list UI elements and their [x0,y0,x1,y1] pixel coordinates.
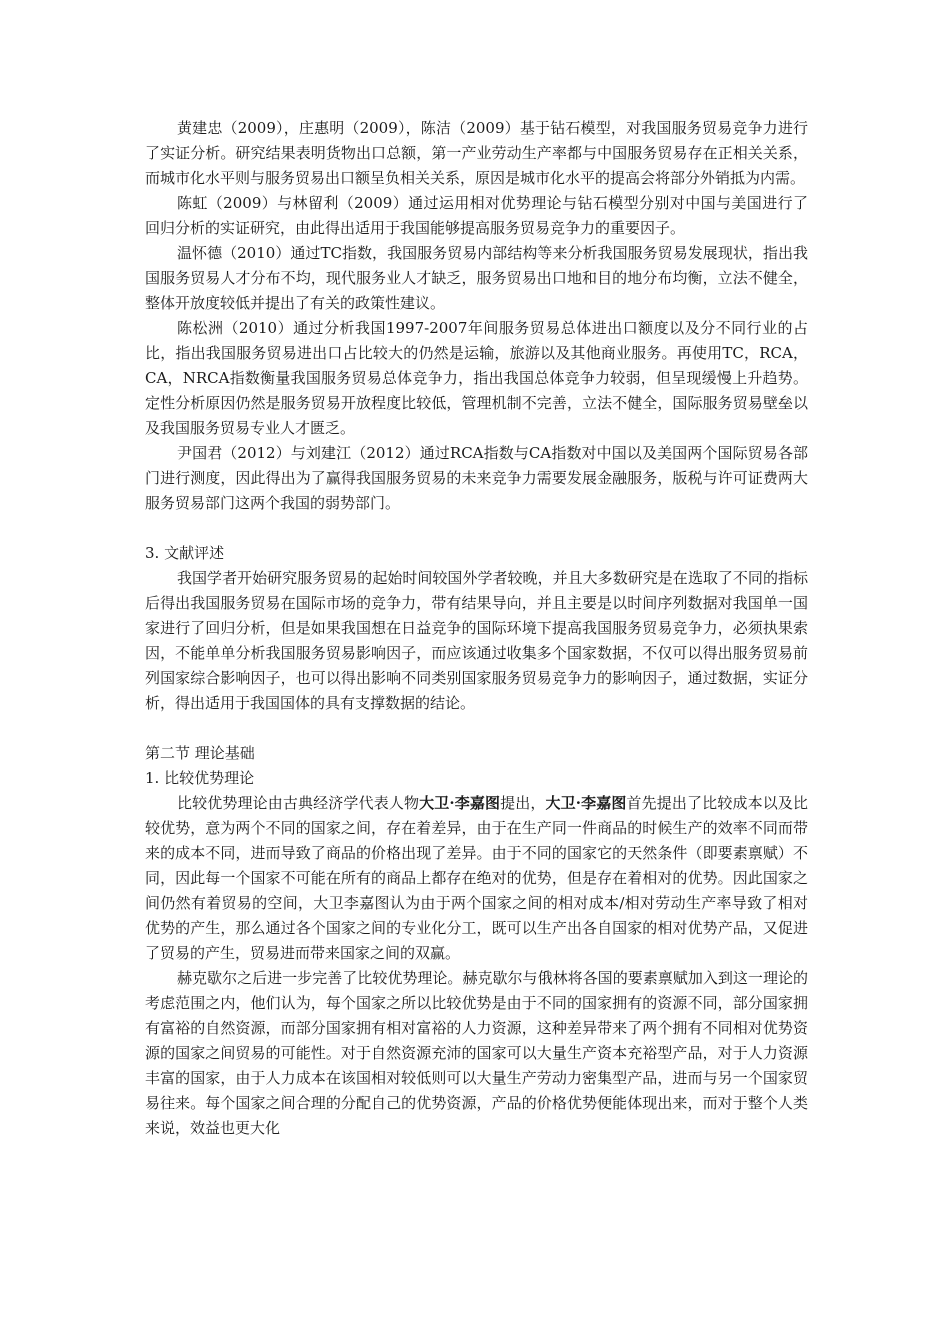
spacer [145,516,808,541]
paragraph-text: 比较优势理论由古典经济学代表人物 [177,794,420,812]
theory-paragraph-ricardo [145,791,808,966]
section-heading-review: 3. 文献评述 [145,544,225,562]
spacer [145,716,808,741]
paragraph-text: 提出， [500,794,546,812]
lit-paragraph-chen-songzhou: 陈松洲（2010）通过分析我国1997-2007年间服务贸易总体进出口额度以及分不同行业的占比，指出我国服务贸易进出口占比较大的仍然是运输，旅游以及其他商业服务。再使用TC，RCA，CA，NRCA指数衡量我国服务贸易总体竞争力，指出我国总体竞争力较弱，但呈现缓慢上升趋势。定性分析原因仍然是服务贸易开放程度比较低，管理机制不完善，立法不健全，国际服务贸易壁垒以及我国服务贸易专业人才匮乏。 [145,319,808,437]
review-paragraph: 我国学者开始研究服务贸易的起始时间较国外学者较晚，并且大多数研究是在选取了不同的指标后得出我国服务贸易在国际市场的竞争力，带有结果导向，并且主要是以时间序列数据对我国单一国家进行了回归分析，但是如果我国想在日益竞争的国际环境下提高我国服务贸易竞争力，必须执果索因，不能单单分析我国服务贸易影响因子，而应该通过收集多个国家数据，不仅可以得出服务贸易前列国家综合影响因子，也可以得出影响不同类别国家服务贸易竞争力的影响因子，通过数据，实证分析，得出适用于我国国体的具有支撑数据的结论。 [145,569,808,712]
chapter-section-heading: 第二节 理论基础 [145,744,255,762]
lit-paragraph-huang: 黄建忠（2009），庄惠明（2009），陈洁（2009）基于钻石模型，对我国服务贸易竞争力进行了实证分析。研究结果表明货物出口总额，第一产业劳动生产率都与中国服务贸易存在正相关关系，而城市化水平则与服务贸易出口额呈负相关关系，原因是城市化水平的提高会将部分外销抵为内需。 [145,119,808,187]
person-name: 大卫·李嘉图 [419,794,501,812]
paragraph-text: 首先提出了比较成本以及比较优势，意为两个不同的国家之间，存在着差异，由于在生产同一件商品的时候生产的效率不同而带来的成本不同，进而导致了商品的价格出现了差异。由于不同的国家它的天然条件（即要素禀赋）不同，因此每一个国家不可能在所有的商品上都存在绝对的优势，但是存在着相对的优势。因此国家之间仍然有着贸易的空间，大卫李嘉图认为由于两个国家之间的相对成本/相对劳动生产率导致了相对优势的产生，那么通过各个国家之间的专业化分工，既可以生产出各自国家的相对优势产品，又促进了贸易的产生，贸易进而带来国家之间的双赢。 [145,794,808,962]
theory-paragraph-heckscher: 赫克歇尔之后进一步完善了比较优势理论。赫克歇尔与俄林将各国的要素禀赋加入到这一理论的考虑范围之内，他们认为，每个国家之所以比较优势是由于不同的国家拥有的资源不同，部分国家拥有富裕的自然资源，而部分国家拥有相对富裕的人力资源，这种差异带来了两个拥有不同相对优势资源的国家之间贸易的可能性。对于自然资源充沛的国家可以大量生产资本充裕型产品，对于人力资源丰富的国家，由于人力成本在该国相对较低则可以大量生产劳动力密集型产品，进而与另一个国家贸易往来。每个国家之间合理的分配自己的优势资源，产品的价格优势便能体现出来，而对于整个人类来说，效益也更大化 [145,969,808,1137]
document-body [145,116,808,1141]
lit-paragraph-wen: 温怀德（2010）通过TC指数，我国服务贸易内部结构等来分析我国服务贸易发展现状，指出我国服务贸易人才分布不均，现代服务业人才缺乏，服务贸易出口地和目的地分布均衡，立法不健全，整体开放度较低并提出了有关的政策性建议。 [145,244,808,312]
person-name: 大卫·李嘉图 [545,794,627,812]
lit-paragraph-chen-hong: 陈虹（2009）与林留利（2009）通过运用相对优势理论与钻石模型分别对中国与美国进行了回归分析的实证研究，由此得出适用于我国能够提高服务贸易竞争力的重要因子。 [145,194,808,237]
lit-paragraph-yin: 尹国君（2012）与刘建江（2012）通过RCA指数与CA指数对中国以及美国两个国际贸易各部门进行测度，因此得出为了赢得我国服务贸易的未来竞争力需要发展金融服务，版税与许可证费两大服务贸易部门这两个我国的弱势部门。 [145,444,808,512]
subsection-heading: 1. 比较优势理论 [145,769,255,787]
